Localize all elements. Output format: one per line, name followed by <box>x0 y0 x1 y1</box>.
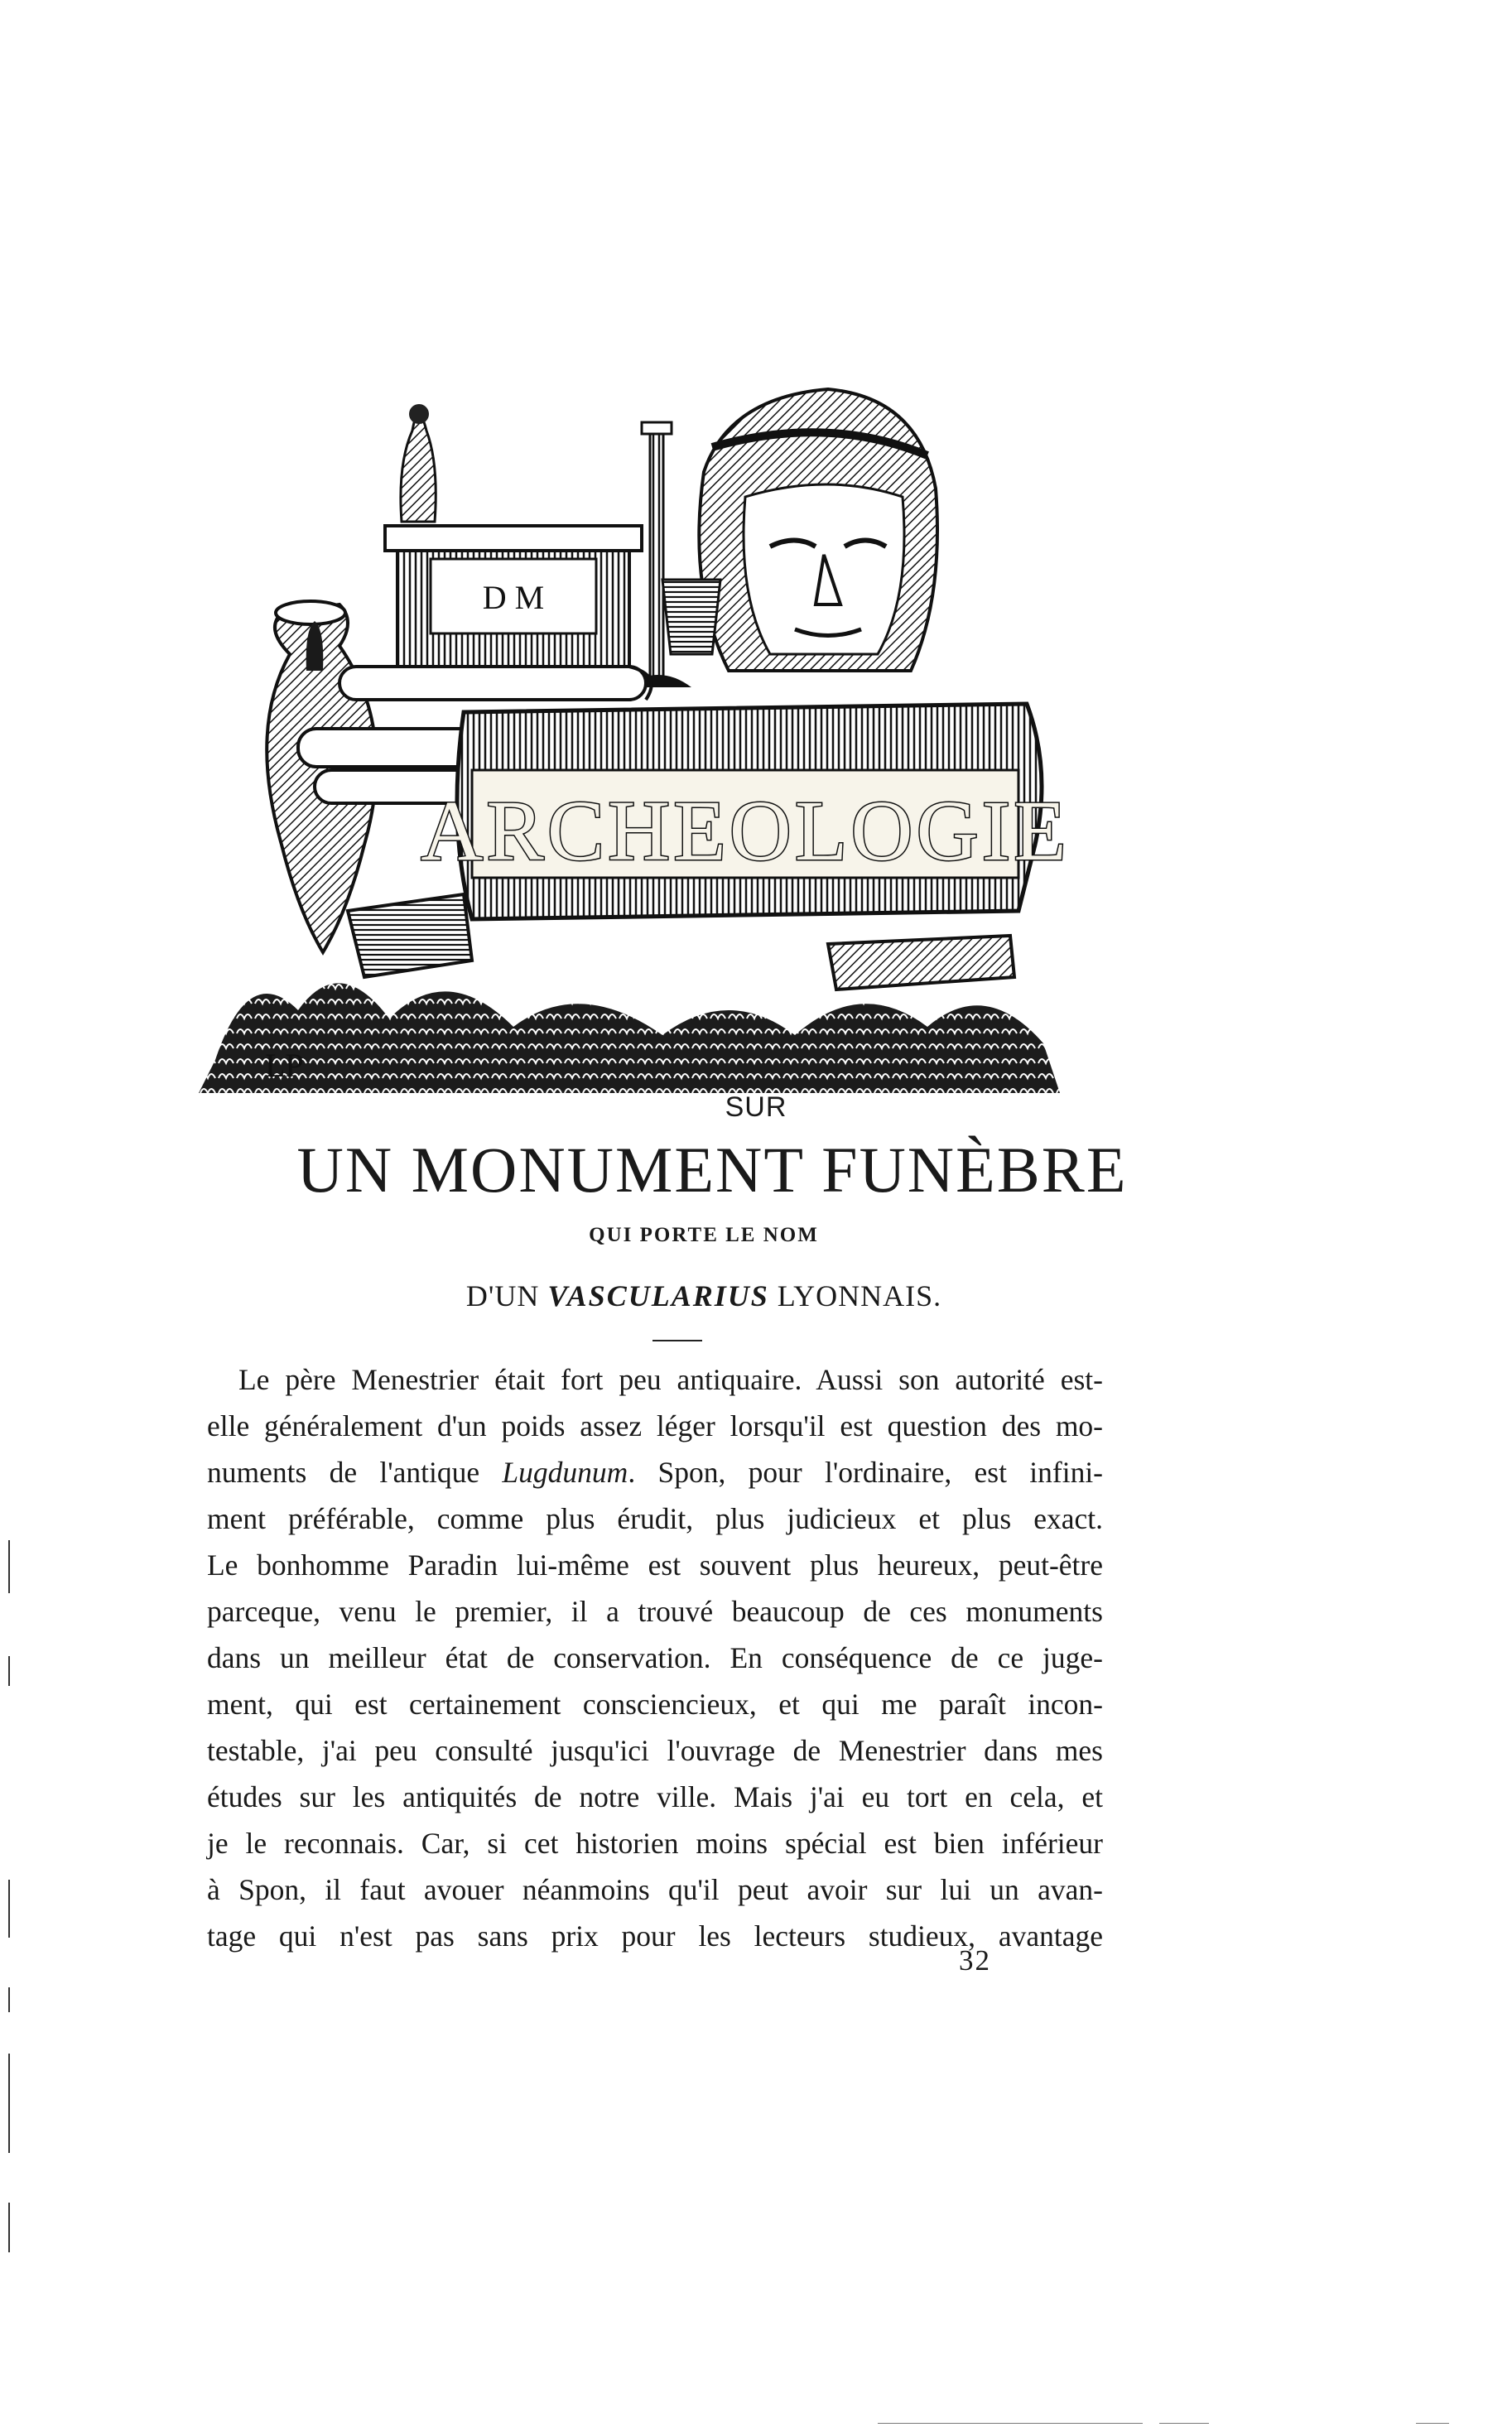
text-line: Le père Menestrier était fort peu antiquaire. Aussi son autorité est- <box>238 1363 1103 1396</box>
text-line: elle généralement d'un poids assez léger lorsqu'il est question des mo- <box>207 1409 1103 1442</box>
scan-artifact <box>8 2054 10 2153</box>
text-line: Le bonhomme Paradin lui-même est souvent plus heureux, peut-être <box>207 1548 1103 1582</box>
archeology-illustration <box>199 381 1076 1093</box>
pre-title: SUR <box>725 1091 787 1123</box>
subtitle-line-1: QUI PORTE LE NOM <box>589 1224 819 1246</box>
carved-fragment <box>828 936 1014 990</box>
text-line: dans un meilleur état de conservation. En conséquence de ce juge- <box>207 1641 1103 1674</box>
separator-rule <box>652 1340 702 1341</box>
text-run: numents de l'antique <box>207 1456 503 1489</box>
scan-artifact <box>1159 2423 1209 2424</box>
text-line <box>207 1449 1103 1495</box>
text-line: études sur les antiquités de notre ville. Mais j'ai eu tort en cela, et <box>207 1780 1103 1813</box>
scan-artifact <box>8 2203 10 2252</box>
article-title: UN MONUMENT FUNÈBRE <box>296 1134 1128 1206</box>
scan-artifact <box>878 2423 1143 2424</box>
scan-artifact <box>1416 2423 1449 2424</box>
foliage <box>199 983 1060 1093</box>
text-line: tage qui n'est pas sans prix pour les lecteurs studieux, avantage <box>207 1919 1103 1953</box>
broken-block <box>348 894 472 977</box>
scan-artifact <box>8 1880 10 1938</box>
scroll-upper <box>339 667 652 700</box>
altar-inscription: D M <box>482 579 545 616</box>
engraver-monogram: LP <box>265 1047 304 1084</box>
subtitle-suffix: LYONNAIS. <box>777 1279 942 1312</box>
inscribed-stone <box>421 704 1069 919</box>
text-run: . Spon, pour l'ordinaire, est infini- <box>628 1456 1103 1489</box>
subtitle-prefix: D'UN <box>465 1279 540 1312</box>
signature-mark: 32 <box>959 1944 991 1977</box>
engraved-vignette <box>199 381 1076 1093</box>
madonna-statuette <box>401 404 436 522</box>
scan-artifact <box>8 1987 10 2012</box>
archeologie-banner: ARCHEOLOGIE <box>421 783 1070 879</box>
text-run-italic: Lugdunum <box>502 1456 628 1489</box>
subtitle-italic-term: VASCULARIUS <box>547 1279 769 1312</box>
sculpted-head <box>699 389 937 671</box>
scan-artifact <box>8 1656 10 1686</box>
text-line: je le reconnais. Car, si cet historien moins spécial est bien inférieur <box>207 1827 1103 1860</box>
subtitle-line-2 <box>0 1279 1408 1313</box>
text-line: ment, qui est certainement consciencieux, et qui me paraît incon- <box>207 1688 1103 1721</box>
text-line: parceque, venu le premier, il a trouvé beaucoup de ces monuments <box>207 1595 1103 1628</box>
text-line: testable, j'ai peu consulté jusqu'ici l'ouvrage de Menestrier dans mes <box>207 1734 1103 1767</box>
body-paragraph <box>207 1356 1103 1959</box>
funerary-altar <box>385 526 642 671</box>
scan-artifact <box>8 1540 10 1593</box>
text-line: à Spon, il faut avouer néanmoins qu'il peut avoir sur lui un avan- <box>207 1873 1103 1906</box>
text-line: ment préférable, comme plus érudit, plus judicieux et plus exact. <box>207 1502 1103 1535</box>
cup <box>662 580 720 654</box>
